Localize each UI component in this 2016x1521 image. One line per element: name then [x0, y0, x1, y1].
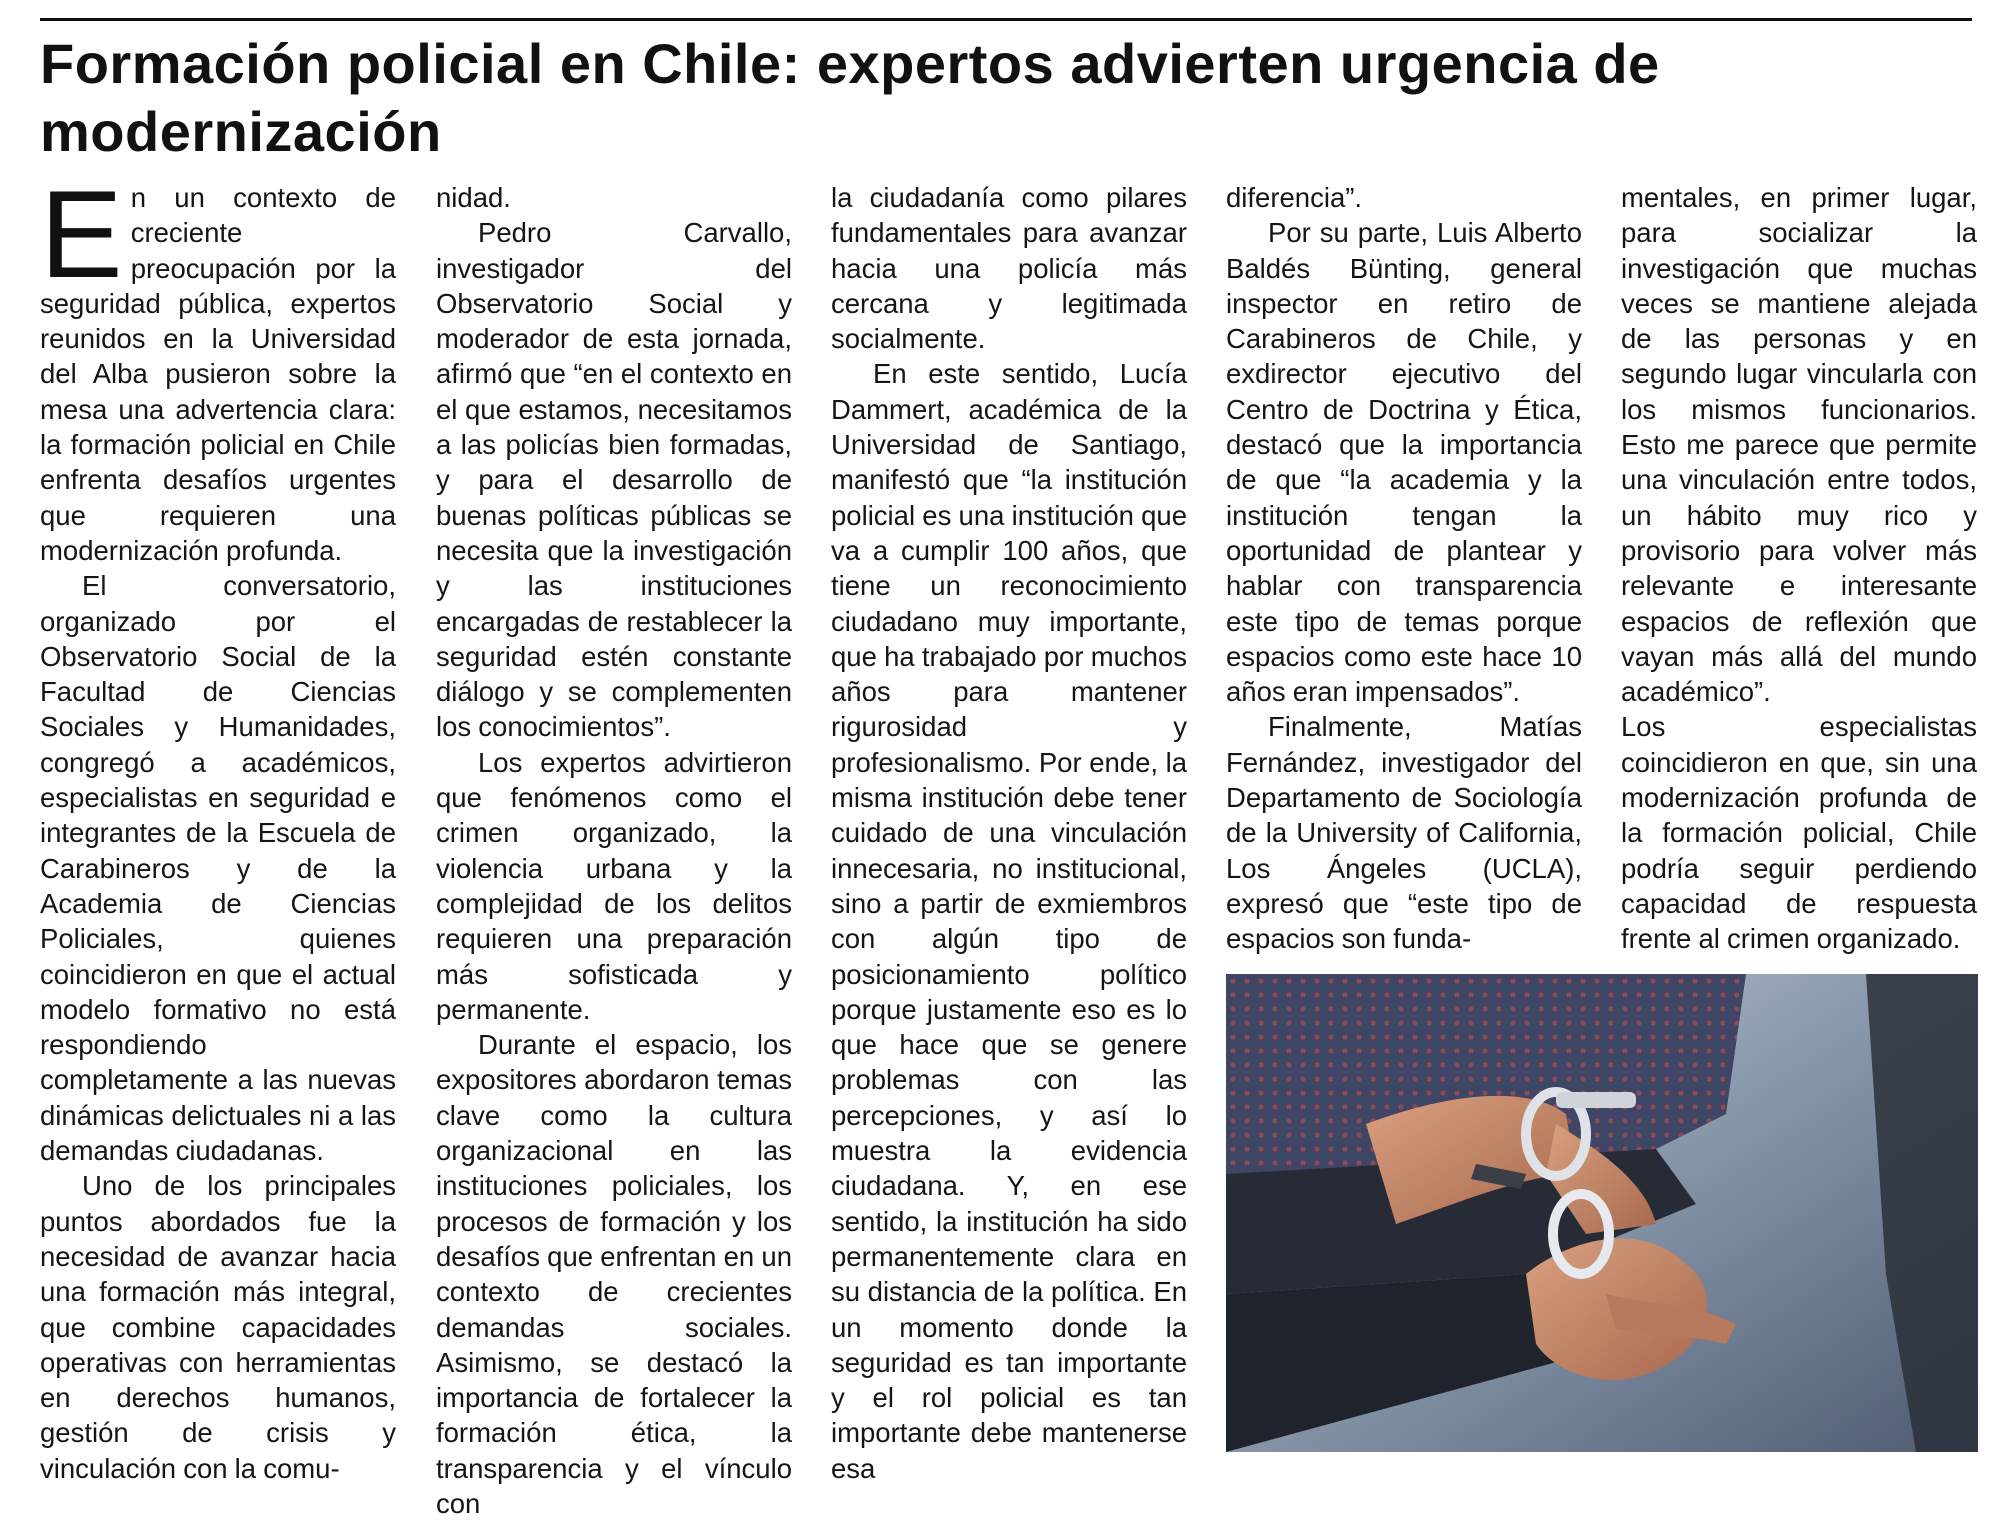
top-rule: [40, 18, 1972, 21]
paragraph: Durante el espacio, los expositores abordaron temas clave como la cultura organizacional en las instituciones policiales, los procesos de formación y los desafíos que enfrentan en un contexto de crecientes demandas sociales. Asimismo, se destacó la importancia de fortalecer la formación ética, la transparencia y el vínculo con: [436, 1029, 792, 1519]
paragraph: diferencia”.: [1226, 182, 1363, 213]
paragraph: Pedro Carvallo, investigador del Observatorio Social y moderador de esta jornada, afirmó que “en el contexto en el que estamos, necesitamos a las policías bien formadas, y para el desarrollo de buenas políticas públicas se necesita que la investigación y las instituciones encargadas de restablecer la seguridad estén constante diálogo y se complementen los conocimientos”.: [436, 217, 792, 743]
handcuffed-hands-photo: [1226, 974, 1978, 1452]
paragraph: Por su parte, Luis Alberto Baldés Bünting, general inspector en retiro de Carabineros de Chile, y exdirector ejecutivo del Centro de Doctrina y Ética, destacó que la importancia de que “la academia y la institución tengan la oportunidad de plantear y hablar con transparencia este tipo de temas porque espacios como este hace 10 años eran impensados”.: [1226, 217, 1582, 708]
paragraph: El conversatorio, organizado por el Observatorio Social de la Facultad de Ciencias Sociales y Humanidades, congregó a académicos, especialistas en seguridad e integrantes de la Escuela de Carabineros y de la Academia de Ciencias Policiales, quienes coincidieron en que el actual modelo formativo no está respondiendo completamente a las nuevas dinámicas delictuales ni a las demandas ciudadanas.: [40, 570, 396, 1167]
photo-illustration: [1226, 974, 1978, 1452]
headline: Formación policial en Chile: expertos advierten urgencia de modernización: [40, 32, 1660, 163]
paragraph: Uno de los principales puntos abordados fue la necesidad de avanzar hacia una formación más integral, que combine capacidades operativas con herramientas en derechos humanos, gestión de crisis y vinculación con la comu-: [40, 1170, 396, 1484]
paragraph: En un contexto de creciente preocupación por la seguridad pública, expertos reunidos en la Universidad del Alba pusieron sobre la mesa una advertencia clara: la formación policial en Chile enfrenta desafíos urgentes que requieren una modernización profunda.: [40, 166, 396, 566]
paragraph: En este sentido, Lucía Dammert, académica de la Universidad de Santiago, manifestó que “la institución policial es una institución que va a cumplir 100 años, que tiene un reconocimiento ciudadano muy importante, que ha trabajado por muchos años para mantener rigurosidad y profesionalismo. Por ende, la misma institución debe tener cuidado de una vinculación innecesaria, no institucional, sino a partir de exmiembros con algún tipo de posicionamiento político porque justamente eso es lo que hace que se genere problemas con las percepciones, y así lo muestra la evidencia ciudadana. Y, en ese sentido, la institución ha sido permanentemente clara en su distancia de la política. En un momento donde la seguridad es tan importante y el rol policial es tan importante debe mantenerse esa: [831, 358, 1187, 1484]
paragraph: la ciudadanía como pilares fundamentales para avanzar hacia una policía más cercana y legitimada socialmente.: [831, 182, 1187, 355]
paragraph: Los especialistas coincidieron en que, sin una modernización profunda de la formación policial, Chile podría seguir perdiendo capacidad de respuesta frente al crimen organizado.: [1621, 711, 1977, 955]
paragraph: Finalmente, Matías Fernández, investigador del Departamento de Sociología de la University of California, Los Ángeles (UCLA), expresó que “este tipo de espacios son funda-: [1226, 711, 1582, 955]
article-column-2: [436, 180, 792, 1521]
paragraph: Los expertos advirtieron que fenómenos como el crimen organizado, la violencia urbana y la complejidad de los delitos requieren una preparación más sofisticada y permanente.: [436, 746, 792, 1025]
article-column-5: [1621, 180, 1977, 957]
article-column-1: [40, 166, 396, 1486]
article-column-3: [831, 180, 1187, 1486]
paragraph: nidad.: [436, 182, 511, 213]
drop-cap: E: [40, 166, 123, 304]
article-column-4: [1226, 180, 1582, 957]
paragraph: mentales, en primer lugar, para socializar la investigación que muchas veces se mantiene alejada de las personas y en segundo lugar vincularla con los mismos funcionarios. Esto me parece que permite una vinculación entre todos, un hábito muy rico y provisorio para volver más relevante e interesante espacios de reflexión que vayan más allá del mundo académico”.: [1621, 182, 1977, 708]
